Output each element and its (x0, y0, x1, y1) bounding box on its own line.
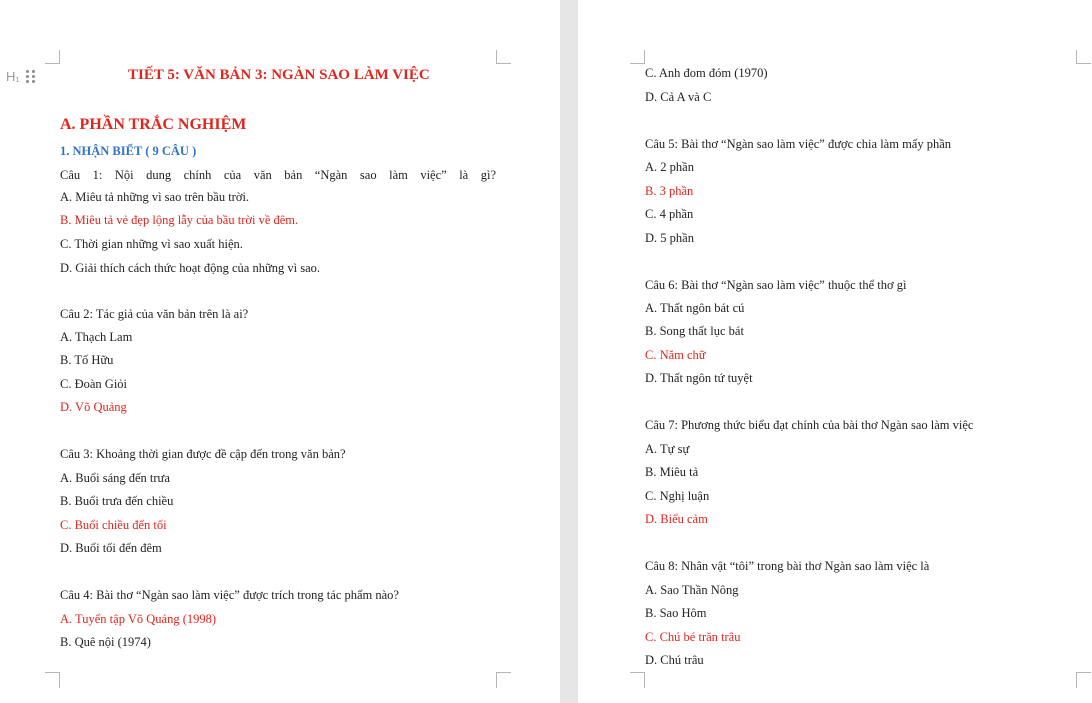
page-gutter (560, 0, 578, 703)
subsection-heading: 1. NHẬN BIẾT ( 9 CÂU ) (60, 144, 197, 158)
q4-option-d: D. Cả A và C (645, 90, 712, 104)
question-2: Câu 2: Tác giả của văn bản trên là ai? (60, 307, 249, 321)
section-heading: A. PHẦN TRẮC NGHIỆM (60, 116, 247, 133)
q1-option-c: C. Thời gian những vì sao xuất hiện. (60, 237, 243, 251)
q5-option-c: C. 4 phần (645, 207, 694, 221)
q4-option-a-correct: A. Tuyển tập Võ Quảng (1998) (60, 612, 217, 626)
q8-option-d: D. Chú trâu (645, 653, 704, 667)
q3-option-b: B. Buổi trưa đến chiều (60, 494, 174, 508)
q5-option-b-correct: B. 3 phần (645, 184, 694, 198)
q7-option-a: A. Tự sự (645, 442, 690, 456)
crop-mark (1076, 672, 1091, 673)
drag-handle-icon[interactable] (26, 70, 35, 83)
crop-mark (1076, 672, 1077, 688)
question-3: Câu 3: Khoảng thời gian được đề cập đến trong văn bản? (60, 447, 346, 461)
q1-option-a: A. Miêu tả những vì sao trên bầu trời. (60, 190, 250, 204)
crop-mark (45, 672, 60, 673)
crop-mark (1076, 63, 1091, 64)
q6-option-d: D. Thất ngôn tứ tuyệt (645, 371, 753, 385)
crop-mark (496, 63, 511, 64)
crop-mark (1076, 50, 1077, 64)
crop-mark (496, 50, 497, 64)
question-1: Câu 1: Nội dung chính của văn bản “Ngàn sao làm việc” là gì? (60, 168, 496, 182)
crop-mark (59, 50, 60, 64)
document-title: TIẾT 5: VĂN BẢN 3: NGÀN SAO LÀM VIỆC (128, 67, 430, 83)
heading-style-icon: H₁ (6, 69, 20, 84)
heading-style-marker[interactable] (6, 69, 35, 84)
q1-option-b-correct: B. Miêu tả vẻ đẹp lộng lẫy của bầu trời về đêm. (60, 213, 299, 227)
q5-option-a: A. 2 phần (645, 160, 694, 174)
q6-option-a: A. Thất ngôn bát cú (645, 301, 745, 315)
q2-option-b: B. Tố Hữu (60, 353, 114, 367)
q4-option-c: C. Anh đom đóm (1970) (645, 66, 768, 80)
crop-mark (644, 672, 645, 688)
q1-option-d: D. Giải thích cách thức hoạt động của những vì sao. (60, 261, 321, 275)
document-page-right (578, 0, 1092, 703)
crop-mark (630, 63, 645, 64)
question-4: Câu 4: Bài thơ “Ngàn sao làm việc” được trích trong tác phẩm nào? (60, 588, 399, 602)
q7-option-c: C. Nghị luận (645, 489, 710, 503)
question-8: Câu 8: Nhân vật “tôi” trong bài thơ Ngàn sao làm việc là (645, 559, 930, 573)
q7-option-d-correct: D. Biểu cảm (645, 512, 708, 526)
question-5: Câu 5: Bài thơ “Ngàn sao làm việc” được chia làm mấy phần (645, 137, 952, 151)
crop-mark (496, 672, 511, 673)
q5-option-d: D. 5 phần (645, 231, 694, 245)
crop-mark (496, 672, 497, 688)
q3-option-c-correct: C. Buổi chiều đến tối (60, 518, 167, 532)
crop-mark (630, 672, 645, 673)
crop-mark (644, 50, 645, 64)
q8-option-a: A. Sao Thần Nông (645, 583, 739, 597)
crop-mark (45, 63, 60, 64)
q2-option-d-correct: D. Võ Quảng (60, 400, 127, 414)
q4-option-b: B. Quê nội (1974) (60, 635, 151, 649)
q2-option-c: C. Đoàn Giỏi (60, 377, 128, 391)
crop-mark (59, 672, 60, 688)
q6-option-b: B. Song thất lục bát (645, 324, 744, 338)
q7-option-b: B. Miêu tả (645, 465, 699, 479)
q3-option-a: A. Buổi sáng đến trưa (60, 471, 170, 485)
q6-option-c-correct: C. Năm chữ (645, 348, 706, 362)
q8-option-c-correct: C. Chú bé trăn trâu (645, 630, 741, 644)
question-7: Câu 7: Phương thức biểu đạt chính của bài thơ Ngàn sao làm việc (645, 418, 974, 432)
q2-option-a: A. Thạch Lam (60, 330, 133, 344)
q8-option-b: B. Sao Hôm (645, 606, 707, 620)
q3-option-d: D. Buổi tối đến đêm (60, 541, 162, 555)
question-6: Câu 6: Bài thơ “Ngàn sao làm việc” thuộc thể thơ gì (645, 278, 907, 292)
